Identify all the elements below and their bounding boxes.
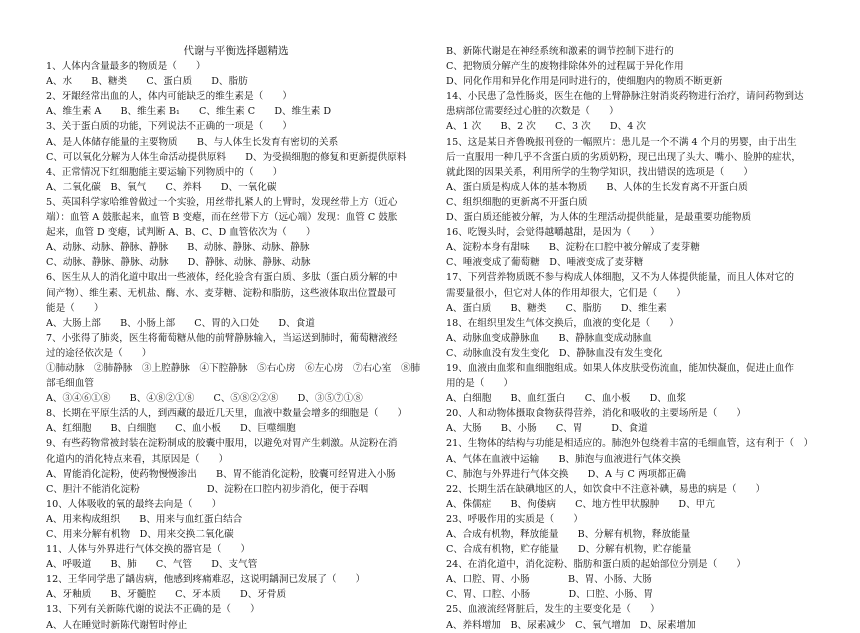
text-line: 3、关于蛋白质的功能，下列说法不正确的一项是（ ） <box>46 121 292 133</box>
text-line: 23、呼吸作用的实质是（ ） <box>446 513 583 525</box>
text-line: 11、人体与外界进行气体交换的器官是（ ） <box>46 544 251 556</box>
text-line: 起来，血管 D 变瘪，试判断 A、B、C、D 血管依次为（ ） <box>46 227 316 239</box>
left-question-list <box>46 59 426 633</box>
right-column <box>446 44 838 633</box>
text-line: 部毛细血管 <box>46 378 94 390</box>
text-line: A、合成有机物，释放能量 B、分解有机物，释放能量 <box>446 529 691 540</box>
text-line: 过的途径依次是（ ） <box>46 347 152 359</box>
text-line: A、口腔、胃、小肠 B、胃、小肠、大肠 <box>446 574 652 586</box>
text-line: 16、吃馒头时，会觉得越嚼越甜，是因为（ ） <box>446 227 660 239</box>
text-line: 1、人体内含量最多的物质是（ ） <box>46 61 206 73</box>
text-line: 12、王华同学患了龋齿病，他感到疼痛难忍，这说明龋洞已发展了（ ） <box>46 574 366 586</box>
text-line: C、唾液变成了葡萄糖 D、唾液变成了麦芽糖 <box>446 257 644 269</box>
text-line: A、牙釉质 B、牙髓腔 C、牙本质 D、牙骨质 <box>46 589 287 601</box>
text-line: A、③④⑥①⑧ B、④⑧②①⑧ C、⑤⑧②②⑧ D、③⑤⑦①⑧ <box>46 393 363 405</box>
text-line: 8、长期在平原生活的人，到西藏的最近几天里，血液中数量会增多的细胞是（ ） <box>46 408 408 420</box>
text-line: A、淀粉本身有甜味 B、淀粉在口腔中被分解成了麦芽糖 <box>446 242 700 254</box>
text-line: C、动脉、静脉、静脉、动脉 D、静脉、动脉、静脉、动脉 <box>46 257 311 269</box>
text-line: C、胆汁不能消化淀粉 D、淀粉在口腔内初步消化，便于吞咽 <box>46 483 369 495</box>
text-line: 患病部位需要经过心脏的次数是（ ） <box>446 106 619 118</box>
text-line: 13、下列有关新陈代谢的说法不正确的是（ ） <box>46 604 260 616</box>
text-line: A、动脉血变成静脉血 B、静脉血变成动脉血 <box>446 332 652 344</box>
text-line: A、气体在血液中运输 B、肺泡与血液进行气体交换 <box>446 453 681 465</box>
text-line: A、是人体储存能量的主要物质 B、与人体生长发育有密切的关系 <box>46 136 339 148</box>
text-line: 10、人体吸收的氧的最终去向是（ ） <box>46 498 222 510</box>
left-column <box>46 44 426 633</box>
text-line: A、大肠上部 B、小肠上部 C、胃的入口处 D、食道 <box>46 317 315 329</box>
text-line: 能是（ ） <box>46 302 104 314</box>
text-line: C、可以氧化分解为人体生命活动提供原料 D、为受损细胞的修复和更新提供原料 <box>46 151 407 163</box>
text-line: ①肺动脉 ②肺静脉 ③上腔静脉 ④下腔静脉 ⑤右心房 ⑥左心房 ⑦右心室 ⑧肺 <box>46 362 421 374</box>
text-line: 就此图的因果关系，利用所学的生物学知识，找出错误的选项是（ ） <box>446 166 753 178</box>
text-line: 19、血液由血浆和血细胞组成。如果人体皮肤受伤流血，能加快凝血，促进止血作 <box>446 362 794 374</box>
text-line: D、蛋白质还能被分解，为人体的生理活动提供能量，是最重要功能物质 <box>446 212 752 224</box>
text-line: 15、这是某日齐鲁晚报刊登的一幅照片：患儿是一个不满 4 个月的男婴，由于出生 <box>446 136 797 148</box>
text-line: 4、正常情况下红细胞能主要运输下列物质中的（ ） <box>46 166 283 178</box>
text-line: C、胃、口腔、小肠 D、口腔、小肠、胃 <box>446 589 653 601</box>
text-line: 14、小民患了急性肠炎，医生在他的上臂静脉注射消炎药物进行治疗，请问药物到达 <box>446 91 804 103</box>
text-line: A、人在睡觉时新陈代谢暂时停止 <box>46 619 188 631</box>
text-line: 间产物）、维生素、无机盐、酶、水、麦芽糖、淀粉和脂肪，这些液体取出位置最可 <box>46 287 397 299</box>
text-line: A、大肠 B、小肠 C、胃 D、食道 <box>446 423 648 435</box>
text-line: A、养料增加 B、尿素减少 C、氧气增加 D、尿素增加 <box>446 619 696 631</box>
text-line: 用的是（ ） <box>446 378 514 390</box>
text-line: 后一直服用一种几乎不含蛋白质的劣质奶粉，现已出现了头大、嘴小、脸肿的症状， <box>446 151 801 163</box>
text-line: 25、血液流经肾脏后，发生的主要变化是（ ） <box>446 604 660 616</box>
page-title: 代谢与平衡选择题精选 <box>183 45 289 57</box>
text-line: A、水 B、糖类 C、蛋白质 D、脂肪 <box>46 76 248 88</box>
text-line: 需要量很小，但它对人体的作用却很大，它们是（ ） <box>446 287 686 299</box>
text-line: B、新陈代谢是在神经系统和激素的调节控制下进行的 <box>446 46 674 57</box>
text-line: C、把物质分解产生的废物排除体外的过程属于异化作用 <box>446 61 684 73</box>
text-line: A、动脉、动脉、静脉、静脉 B、动脉、静脉、动脉、静脉 <box>46 242 310 254</box>
text-line: C、肺泡与外界进行气体交换 D、A 与 C 两项都正确 <box>446 468 686 480</box>
text-line: A、维生素 A B、维生素 B₁ C、维生素 C D、维生素 D <box>46 106 332 118</box>
text-line: A、二氧化碳 B、氧气 C、养料 D、一氧化碳 <box>46 181 277 193</box>
text-line: A、用来构成组织 B、用来与血红蛋白结合 <box>46 513 243 525</box>
text-line: C、合成有机物，贮存能量 D、分解有机物，贮存能量 <box>446 544 692 556</box>
text-line: A、1 次 B、2 次 C、3 次 D、4 次 <box>446 121 646 133</box>
text-line: 21、生物体的结构与功能是相适应的。肺泡外包绕着丰富的毛细血管，这有利于（ ） <box>446 438 814 450</box>
text-line: 7、小张得了肺炎，医生将葡萄糖从他的前臂静脉输入，当运送到肺时，葡萄糖液经 <box>46 332 398 344</box>
text-line: A、呼吸道 B、肺 C、气管 D、支气管 <box>46 559 258 571</box>
text-line: 2、牙龈经常出血的人，体内可能缺乏的维生素是（ ） <box>46 91 292 103</box>
text-line: A、蛋白质是构成人体的基本物质 B、人体的生长发育离不开蛋白质 <box>446 181 748 193</box>
text-line: 化道内的消化特点来看，其原因是（ ） <box>46 453 229 465</box>
text-line: 20、人和动物体摄取食物获得营养，消化和吸收的主要场所是（ ） <box>446 408 747 420</box>
text-line: C、动脉血没有发生变化 D、静脉血没有发生变化 <box>446 347 663 359</box>
text-line: C、用来分解有机物 D、用来交换二氧化碳 <box>46 529 234 540</box>
text-line: 18、在组织里发生气体交换后，血液的变化是（ ） <box>446 317 679 329</box>
text-line: 端）：血管 A 鼓胀起来，血管 B 变瘪，而在丝带下方（远心端）发现：血管 C 鼓胀 <box>46 212 398 224</box>
text-line: 17、下列营养物质既不参与构成人体细胞，又不为人体提供能量，而且人体对它的 <box>446 272 794 284</box>
text-line: A、红细胞 B、白细胞 C、血小板 D、巨噬细胞 <box>46 423 296 435</box>
text-line: 6、医生从人的消化道中取出一些液体，经化验含有蛋白质、多肽（蛋白质分解的中 <box>46 272 398 284</box>
text-line: 22、长期生活在缺碘地区的人，如饮食中不注意补碘，易患的病是（ ） <box>446 483 766 495</box>
text-line: A、胃能消化淀粉，使药物慢慢渗出 B、胃不能消化淀粉，胶囊可经胃进入小肠 <box>46 468 396 480</box>
text-line: A、侏儒症 B、佝偻病 C、地方性甲状腺肿 D、甲亢 <box>446 498 715 510</box>
text-line: 9、有些药物常被封装在淀粉制成的胶囊中服用，以避免对胃产生刺激。从淀粉在消 <box>46 438 398 450</box>
text-line: D、同化作用和异化作用是同时进行的，使细胞内的物质不断更新 <box>446 76 723 88</box>
text-line: 5、英国科学家哈维曾做过一个实验，用丝带扎紧人的上臂时，发现丝带上方（近心 <box>46 196 398 208</box>
text-line: 24、在消化道中，消化淀粉、脂肪和蛋白质的起始部位分别是（ ） <box>446 559 747 571</box>
text-line: C、组织细胞的更新离不开蛋白质 <box>446 196 588 208</box>
right-question-list <box>446 44 838 633</box>
text-line: A、白细胞 B、血红蛋白 C、血小板 D、血浆 <box>446 393 687 405</box>
text-line: A、蛋白质 B、糖类 C、脂肪 D、维生素 <box>446 302 667 314</box>
